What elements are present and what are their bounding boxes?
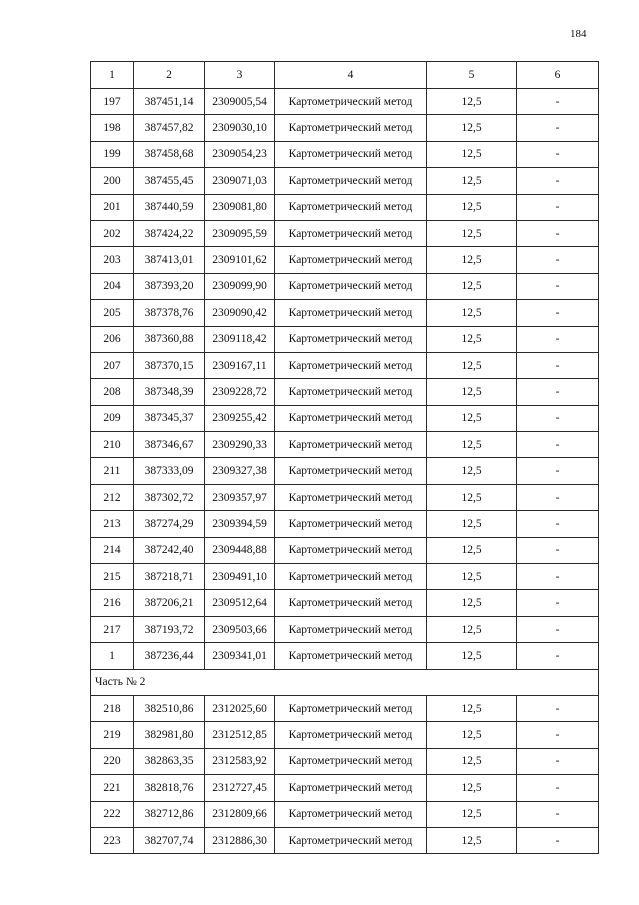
y-coordinate-cell: 2309005,54 xyxy=(205,89,275,115)
x-coordinate-cell: 387274,29 xyxy=(134,511,205,537)
note-cell: - xyxy=(517,564,599,590)
accuracy-cell: 12,5 xyxy=(427,511,517,537)
point-number-cell: 223 xyxy=(91,827,134,853)
x-coordinate-cell: 387346,67 xyxy=(134,432,205,458)
x-coordinate-cell: 382707,74 xyxy=(134,827,205,853)
y-coordinate-cell: 2309394,59 xyxy=(205,511,275,537)
note-cell: - xyxy=(517,827,599,853)
method-cell: Картометрический метод xyxy=(275,352,427,378)
table-row xyxy=(91,643,599,669)
x-coordinate-cell: 382510,86 xyxy=(134,695,205,721)
x-coordinate-cell: 387193,72 xyxy=(134,616,205,642)
table-row xyxy=(91,775,599,801)
point-number-cell: 215 xyxy=(91,564,134,590)
table-row xyxy=(91,722,599,748)
method-cell: Картометрический метод xyxy=(275,484,427,510)
x-coordinate-cell: 382712,86 xyxy=(134,801,205,827)
y-coordinate-cell: 2309095,59 xyxy=(205,220,275,246)
x-coordinate-cell: 387393,20 xyxy=(134,273,205,299)
y-coordinate-cell: 2312886,30 xyxy=(205,827,275,853)
method-cell: Картометрический метод xyxy=(275,643,427,669)
note-cell: - xyxy=(517,748,599,774)
page-number: 184 xyxy=(570,28,587,40)
accuracy-cell: 12,5 xyxy=(427,220,517,246)
accuracy-cell: 12,5 xyxy=(427,775,517,801)
note-cell: - xyxy=(517,115,599,141)
point-number-cell: 1 xyxy=(91,643,134,669)
note-cell: - xyxy=(517,511,599,537)
y-coordinate-cell: 2312583,92 xyxy=(205,748,275,774)
table-row xyxy=(91,379,599,405)
point-number-cell: 207 xyxy=(91,352,134,378)
note-cell: - xyxy=(517,194,599,220)
part-1-rows xyxy=(91,89,599,670)
x-coordinate-cell: 387458,68 xyxy=(134,141,205,167)
table-row xyxy=(91,827,599,853)
y-coordinate-cell: 2309357,97 xyxy=(205,484,275,510)
point-number-cell: 202 xyxy=(91,220,134,246)
x-coordinate-cell: 387413,01 xyxy=(134,247,205,273)
section-divider xyxy=(91,669,599,695)
table-row xyxy=(91,168,599,194)
note-cell: - xyxy=(517,458,599,484)
table-row xyxy=(91,300,599,326)
accuracy-cell: 12,5 xyxy=(427,484,517,510)
accuracy-cell: 12,5 xyxy=(427,722,517,748)
x-coordinate-cell: 387348,39 xyxy=(134,379,205,405)
y-coordinate-cell: 2309255,42 xyxy=(205,405,275,431)
method-cell: Картометрический метод xyxy=(275,194,427,220)
x-coordinate-cell: 387302,72 xyxy=(134,484,205,510)
method-cell: Картометрический метод xyxy=(275,379,427,405)
x-coordinate-cell: 387345,37 xyxy=(134,405,205,431)
note-cell: - xyxy=(517,220,599,246)
point-number-cell: 211 xyxy=(91,458,134,484)
method-cell: Картометрический метод xyxy=(275,458,427,484)
accuracy-cell: 12,5 xyxy=(427,695,517,721)
method-cell: Картометрический метод xyxy=(275,616,427,642)
point-number-cell: 197 xyxy=(91,89,134,115)
table-row xyxy=(91,220,599,246)
column-header: 4 xyxy=(275,62,427,89)
table-row xyxy=(91,89,599,115)
y-coordinate-cell: 2309090,42 xyxy=(205,300,275,326)
method-cell: Картометрический метод xyxy=(275,89,427,115)
table-row xyxy=(91,511,599,537)
method-cell: Картометрический метод xyxy=(275,827,427,853)
method-cell: Картометрический метод xyxy=(275,168,427,194)
table-row xyxy=(91,247,599,273)
point-number-cell: 199 xyxy=(91,141,134,167)
y-coordinate-cell: 2309099,90 xyxy=(205,273,275,299)
accuracy-cell: 12,5 xyxy=(427,379,517,405)
y-coordinate-cell: 2309327,38 xyxy=(205,458,275,484)
y-coordinate-cell: 2309448,88 xyxy=(205,537,275,563)
x-coordinate-cell: 387218,71 xyxy=(134,564,205,590)
section-row xyxy=(91,669,599,695)
accuracy-cell: 12,5 xyxy=(427,827,517,853)
y-coordinate-cell: 2309228,72 xyxy=(205,379,275,405)
accuracy-cell: 12,5 xyxy=(427,405,517,431)
note-cell: - xyxy=(517,352,599,378)
y-coordinate-cell: 2309101,62 xyxy=(205,247,275,273)
method-cell: Картометрический метод xyxy=(275,511,427,537)
method-cell: Картометрический метод xyxy=(275,220,427,246)
method-cell: Картометрический метод xyxy=(275,273,427,299)
x-coordinate-cell: 387206,21 xyxy=(134,590,205,616)
x-coordinate-cell: 387440,59 xyxy=(134,194,205,220)
point-number-cell: 219 xyxy=(91,722,134,748)
note-cell: - xyxy=(517,590,599,616)
table-row xyxy=(91,326,599,352)
x-coordinate-cell: 387378,76 xyxy=(134,300,205,326)
table-row xyxy=(91,141,599,167)
section-label: Часть № 2 xyxy=(91,669,599,695)
note-cell: - xyxy=(517,432,599,458)
accuracy-cell: 12,5 xyxy=(427,590,517,616)
accuracy-cell: 12,5 xyxy=(427,89,517,115)
y-coordinate-cell: 2309341,01 xyxy=(205,643,275,669)
point-number-cell: 216 xyxy=(91,590,134,616)
note-cell: - xyxy=(517,300,599,326)
point-number-cell: 214 xyxy=(91,537,134,563)
table-row xyxy=(91,405,599,431)
y-coordinate-cell: 2309491,10 xyxy=(205,564,275,590)
table-row xyxy=(91,273,599,299)
y-coordinate-cell: 2312809,66 xyxy=(205,801,275,827)
method-cell: Картометрический метод xyxy=(275,590,427,616)
note-cell: - xyxy=(517,247,599,273)
table-row xyxy=(91,748,599,774)
y-coordinate-cell: 2309512,64 xyxy=(205,590,275,616)
point-number-cell: 206 xyxy=(91,326,134,352)
point-number-cell: 201 xyxy=(91,194,134,220)
table-row xyxy=(91,194,599,220)
accuracy-cell: 12,5 xyxy=(427,115,517,141)
accuracy-cell: 12,5 xyxy=(427,352,517,378)
method-cell: Картометрический метод xyxy=(275,115,427,141)
point-number-cell: 208 xyxy=(91,379,134,405)
note-cell: - xyxy=(517,326,599,352)
point-number-cell: 222 xyxy=(91,801,134,827)
point-number-cell: 213 xyxy=(91,511,134,537)
table-row xyxy=(91,695,599,721)
part-2-rows xyxy=(91,695,599,853)
accuracy-cell: 12,5 xyxy=(427,168,517,194)
table-row xyxy=(91,484,599,510)
point-number-cell: 220 xyxy=(91,748,134,774)
method-cell: Картометрический метод xyxy=(275,564,427,590)
note-cell: - xyxy=(517,775,599,801)
y-coordinate-cell: 2312025,60 xyxy=(205,695,275,721)
column-header: 1 xyxy=(91,62,134,89)
point-number-cell: 212 xyxy=(91,484,134,510)
accuracy-cell: 12,5 xyxy=(427,564,517,590)
note-cell: - xyxy=(517,722,599,748)
point-number-cell: 209 xyxy=(91,405,134,431)
method-cell: Картометрический метод xyxy=(275,405,427,431)
x-coordinate-cell: 382863,35 xyxy=(134,748,205,774)
note-cell: - xyxy=(517,379,599,405)
x-coordinate-cell: 387242,40 xyxy=(134,537,205,563)
accuracy-cell: 12,5 xyxy=(427,194,517,220)
x-coordinate-cell: 382818,76 xyxy=(134,775,205,801)
method-cell: Картометрический метод xyxy=(275,801,427,827)
note-cell: - xyxy=(517,801,599,827)
note-cell: - xyxy=(517,273,599,299)
y-coordinate-cell: 2312512,85 xyxy=(205,722,275,748)
point-number-cell: 221 xyxy=(91,775,134,801)
accuracy-cell: 12,5 xyxy=(427,643,517,669)
table-row xyxy=(91,458,599,484)
coordinates-table xyxy=(90,61,599,854)
column-header: 3 xyxy=(205,62,275,89)
note-cell: - xyxy=(517,695,599,721)
accuracy-cell: 12,5 xyxy=(427,326,517,352)
method-cell: Картометрический метод xyxy=(275,775,427,801)
accuracy-cell: 12,5 xyxy=(427,616,517,642)
x-coordinate-cell: 387457,82 xyxy=(134,115,205,141)
method-cell: Картометрический метод xyxy=(275,141,427,167)
point-number-cell: 210 xyxy=(91,432,134,458)
method-cell: Картометрический метод xyxy=(275,326,427,352)
method-cell: Картометрический метод xyxy=(275,748,427,774)
accuracy-cell: 12,5 xyxy=(427,748,517,774)
x-coordinate-cell: 387424,22 xyxy=(134,220,205,246)
accuracy-cell: 12,5 xyxy=(427,801,517,827)
note-cell: - xyxy=(517,168,599,194)
table-row xyxy=(91,564,599,590)
accuracy-cell: 12,5 xyxy=(427,141,517,167)
x-coordinate-cell: 387236,44 xyxy=(134,643,205,669)
x-coordinate-cell: 382981,80 xyxy=(134,722,205,748)
table-row xyxy=(91,537,599,563)
column-header: 2 xyxy=(134,62,205,89)
accuracy-cell: 12,5 xyxy=(427,273,517,299)
y-coordinate-cell: 2309167,11 xyxy=(205,352,275,378)
y-coordinate-cell: 2309081,80 xyxy=(205,194,275,220)
method-cell: Картометрический метод xyxy=(275,247,427,273)
point-number-cell: 198 xyxy=(91,115,134,141)
method-cell: Картометрический метод xyxy=(275,300,427,326)
table-row xyxy=(91,801,599,827)
column-header: 6 xyxy=(517,62,599,89)
point-number-cell: 200 xyxy=(91,168,134,194)
x-coordinate-cell: 387333,09 xyxy=(134,458,205,484)
point-number-cell: 204 xyxy=(91,273,134,299)
x-coordinate-cell: 387455,45 xyxy=(134,168,205,194)
accuracy-cell: 12,5 xyxy=(427,300,517,326)
point-number-cell: 205 xyxy=(91,300,134,326)
accuracy-cell: 12,5 xyxy=(427,432,517,458)
y-coordinate-cell: 2309054,23 xyxy=(205,141,275,167)
table-row xyxy=(91,352,599,378)
table-row xyxy=(91,590,599,616)
table-row xyxy=(91,432,599,458)
note-cell: - xyxy=(517,405,599,431)
x-coordinate-cell: 387360,88 xyxy=(134,326,205,352)
y-coordinate-cell: 2309071,03 xyxy=(205,168,275,194)
y-coordinate-cell: 2312727,45 xyxy=(205,775,275,801)
y-coordinate-cell: 2309030,10 xyxy=(205,115,275,141)
x-coordinate-cell: 387370,15 xyxy=(134,352,205,378)
note-cell: - xyxy=(517,643,599,669)
x-coordinate-cell: 387451,14 xyxy=(134,89,205,115)
note-cell: - xyxy=(517,616,599,642)
note-cell: - xyxy=(517,141,599,167)
point-number-cell: 218 xyxy=(91,695,134,721)
header-row xyxy=(91,62,599,89)
note-cell: - xyxy=(517,537,599,563)
column-header: 5 xyxy=(427,62,517,89)
accuracy-cell: 12,5 xyxy=(427,458,517,484)
y-coordinate-cell: 2309290,33 xyxy=(205,432,275,458)
method-cell: Картометрический метод xyxy=(275,695,427,721)
method-cell: Картометрический метод xyxy=(275,432,427,458)
accuracy-cell: 12,5 xyxy=(427,247,517,273)
note-cell: - xyxy=(517,89,599,115)
table-row xyxy=(91,115,599,141)
point-number-cell: 203 xyxy=(91,247,134,273)
method-cell: Картометрический метод xyxy=(275,722,427,748)
point-number-cell: 217 xyxy=(91,616,134,642)
method-cell: Картометрический метод xyxy=(275,537,427,563)
y-coordinate-cell: 2309118,42 xyxy=(205,326,275,352)
y-coordinate-cell: 2309503,66 xyxy=(205,616,275,642)
accuracy-cell: 12,5 xyxy=(427,537,517,563)
note-cell: - xyxy=(517,484,599,510)
table-row xyxy=(91,616,599,642)
